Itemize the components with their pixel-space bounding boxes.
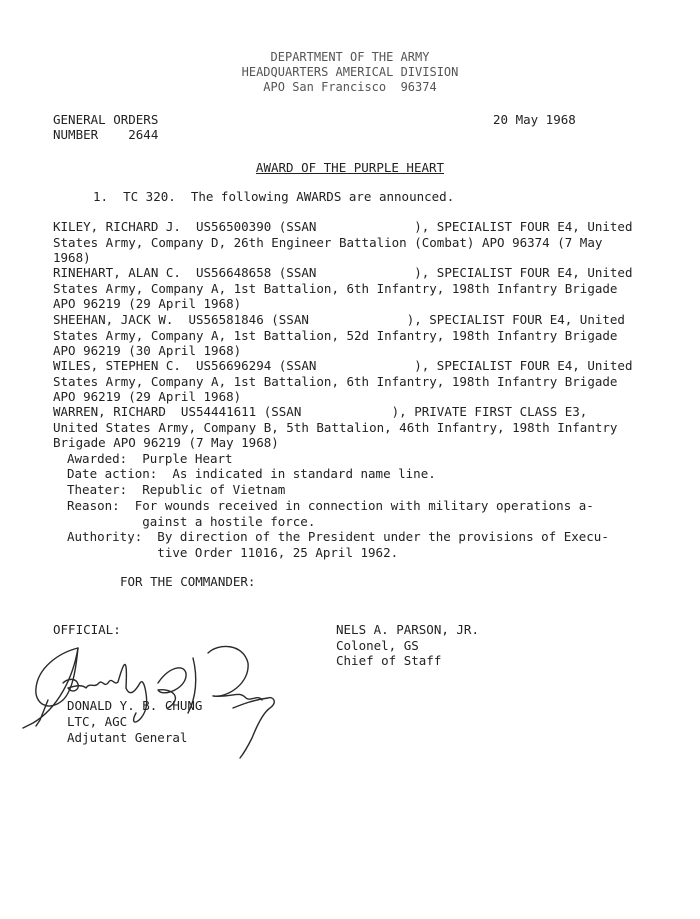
adjutant-title: Adjutant General <box>67 730 188 745</box>
recipient-entry: RINEHART, ALAN C. US56648658 (SSAN ), SPECIALIST FOUR E4, United States Army, Company A, 1st Battalion, 6th Infantry, 198th Infantry Brigade APO 96219 (29 April 1968) <box>53 265 633 311</box>
adjutant-name: DONALD Y. B. CHUNG <box>67 698 203 713</box>
recipient-entry: SHEEHAN, JACK W. US56581846 (SSAN ), SPECIALIST FOUR E4, United States Army, Company A, 1st Battalion, 52d Infantry, 198th Infantry Brigade APO 96219 (30 April 1968) <box>53 312 625 358</box>
recipient-entry: WARREN, RICHARD US54441611 (SSAN ), PRIVATE FIRST CLASS E3, United States Army, Company B, 5th Battalion, 46th Infantry, 198th Infantry Brigade APO 96219 (7 May 1968) <box>53 404 618 450</box>
recipient-entry: KILEY, RICHARD J. US56500390 (SSAN ), SPECIALIST FOUR E4, United States Army, Company D, 26th Engineer Battalion (Combat) APO 96374 (7 May 1968) <box>53 219 633 265</box>
recipient-entry: WILES, STEPHEN C. US56696294 (SSAN ), SPECIALIST FOUR E4, United States Army, Company A, 1st Battalion, 6th Infantry, 198th Infantry Brigade APO 96219 (29 April 1968) <box>53 358 633 404</box>
chief-of-staff-name: NELS A. PARSON, JR. <box>336 622 479 637</box>
detail-authority: Authority: By direction of the President under the provisions of Execu- tive Order 11016, 25 April 1962. <box>67 529 609 560</box>
detail-reason: Reason: For wounds received in connection with military operations a- gainst a hostile force. <box>67 498 594 529</box>
for-the-commander: FOR THE COMMANDER: <box>120 574 256 589</box>
intro-paragraph: 1. TC 320. The following AWARDS are announced. <box>93 189 455 204</box>
chief-of-staff-title: Chief of Staff <box>336 653 442 668</box>
detail-date-action: Date action: As indicated in standard name line. <box>67 466 436 481</box>
letterhead-line-3: APO San Francisco 96374 <box>263 80 437 94</box>
letterhead-line-2: HEADQUARTERS AMERICAL DIVISION <box>241 65 459 79</box>
detail-awarded: Awarded: Purple Heart <box>67 451 233 466</box>
orders-date: 20 May 1968 <box>493 112 576 127</box>
general-orders-label: GENERAL ORDERS <box>53 112 159 127</box>
page-title: AWARD OF THE PURPLE HEART <box>255 160 445 175</box>
detail-theater: Theater: Republic of Vietnam <box>67 482 286 497</box>
chief-of-staff-rank: Colonel, GS <box>336 638 419 653</box>
official-label: OFFICIAL: <box>53 622 121 637</box>
letterhead-line-1: DEPARTMENT OF THE ARMY <box>270 50 430 64</box>
adjutant-rank: LTC, AGC <box>67 714 128 729</box>
orders-number: NUMBER 2644 <box>53 127 159 142</box>
